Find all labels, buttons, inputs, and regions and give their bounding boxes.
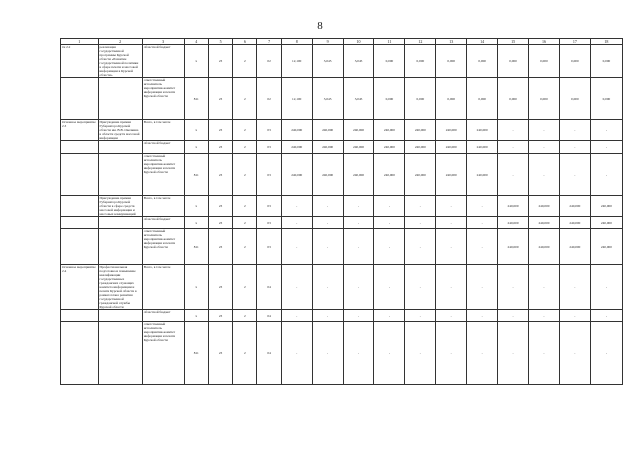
measure-name-cell: реализация государственной программы Курской области «Развитие государственной политики в сфере печати и массовой информации в Курской области» (98, 45, 142, 78)
value-cell: - (529, 322, 560, 385)
value-cell: 240,000 (343, 120, 374, 141)
funding-source-cell: областной бюджет (142, 141, 184, 154)
value-cell: 3,045 (343, 78, 374, 120)
value-cell: 240,000 (405, 141, 436, 154)
value-cell: 03 (257, 196, 281, 217)
value-cell: х (184, 217, 208, 229)
header-cell: 10 (343, 39, 374, 45)
measure-number-cell (61, 229, 99, 265)
value-cell: 240,000 (590, 196, 622, 217)
value-cell: 240,000 (281, 154, 312, 196)
value-cell: - (343, 217, 374, 229)
measure-name-cell: Присуждение премии Губернатора Курской области в сфере средств массовой информации и массовых коммуникаций (98, 196, 142, 217)
value-cell: - (436, 310, 467, 322)
header-cell: 13 (436, 39, 467, 45)
value-cell: 240,000 (467, 120, 498, 141)
value-cell: 04 (257, 322, 281, 385)
value-cell: 2 (233, 45, 257, 78)
value-cell: - (436, 217, 467, 229)
value-cell: 240,000 (590, 217, 622, 229)
header-cell: 4 (184, 39, 208, 45)
measure-number-cell (61, 310, 99, 322)
value-cell: - (312, 196, 343, 217)
value-cell: - (312, 229, 343, 265)
value-cell: 240,000 (374, 154, 405, 196)
value-cell: - (590, 310, 622, 322)
value-cell: 23 (208, 217, 232, 229)
value-cell: 240,000 (312, 141, 343, 154)
funding-source-cell: областной бюджет (142, 217, 184, 229)
value-cell: - (281, 217, 312, 229)
value-cell: 240,000 (498, 229, 529, 265)
value-cell: - (529, 310, 560, 322)
value-cell: 240,000 (374, 120, 405, 141)
value-cell: 3,045 (312, 45, 343, 78)
value-cell: - (498, 310, 529, 322)
value-cell: 0,000 (498, 78, 529, 120)
value-cell: 12,100 (281, 78, 312, 120)
value-cell: - (312, 322, 343, 385)
value-cell: - (436, 322, 467, 385)
value-cell: 240,000 (343, 154, 374, 196)
table-row (61, 196, 623, 217)
table-row (61, 141, 623, 154)
value-cell: - (374, 265, 405, 310)
value-cell: х (184, 120, 208, 141)
table-row (61, 120, 623, 141)
funding-source-cell: Всего, в том числе (142, 265, 184, 310)
funding-source-cell: ответственный исполнитель мероприятия-комитет информации и печати Курской области (142, 322, 184, 385)
header-cell: 14 (467, 39, 498, 45)
value-cell: 3,045 (343, 45, 374, 78)
value-cell: - (559, 120, 590, 141)
measure-number-cell (61, 141, 99, 154)
funding-source-cell: областной бюджет (142, 45, 184, 78)
value-cell: - (590, 322, 622, 385)
measure-name-cell (98, 78, 142, 120)
table-row (61, 45, 623, 78)
header-cell: 18 (590, 39, 622, 45)
value-cell: - (559, 310, 590, 322)
value-cell: 02 (257, 78, 281, 120)
value-cell: 0,000 (590, 45, 622, 78)
value-cell: 04 (257, 310, 281, 322)
value-cell: - (281, 322, 312, 385)
measure-number-cell: Основное мероприятие 2.3 (61, 120, 99, 141)
value-cell: 23 (208, 229, 232, 265)
value-cell: - (529, 265, 560, 310)
value-cell: 23 (208, 120, 232, 141)
value-cell: - (467, 196, 498, 217)
value-cell: - (436, 265, 467, 310)
value-cell: - (529, 120, 560, 141)
value-cell: 240,000 (312, 154, 343, 196)
funding-source-cell: ответственный исполнитель мероприятия-комитет информации и печати Курской области (142, 229, 184, 265)
value-cell: - (405, 196, 436, 217)
table-row (61, 229, 623, 265)
value-cell: - (312, 217, 343, 229)
value-cell: 240,000 (498, 196, 529, 217)
value-cell: 2 (233, 229, 257, 265)
value-cell: х (184, 265, 208, 310)
value-cell: 0,000 (467, 78, 498, 120)
table-row (61, 310, 623, 322)
value-cell: 3,045 (312, 78, 343, 120)
value-cell: 240,000 (374, 141, 405, 154)
value-cell: - (343, 322, 374, 385)
table-row (61, 78, 623, 120)
measure-number-cell (61, 154, 99, 196)
measure-name-cell: Профессиональная подготовка и повышение квалификации государственных гражданских служащих комитета информации и печати Курской области в рамках плана развития государственной гражданской службы Курской области (98, 265, 142, 310)
value-cell: - (590, 154, 622, 196)
measure-name-cell: Присуждение премии Губернатора Курской области им. В.В. Овечкина в области средств массовой информации (98, 120, 142, 141)
value-cell: - (529, 141, 560, 154)
value-cell: 03 (257, 120, 281, 141)
value-cell: 0,000 (529, 78, 560, 120)
value-cell: 240,000 (281, 120, 312, 141)
value-cell: 2 (233, 322, 257, 385)
value-cell: - (498, 322, 529, 385)
value-cell: - (467, 265, 498, 310)
value-cell: 2 (233, 265, 257, 310)
value-cell: 240,000 (467, 141, 498, 154)
value-cell: 2 (233, 154, 257, 196)
value-cell: - (405, 322, 436, 385)
value-cell: 23 (208, 78, 232, 120)
value-cell: х (184, 310, 208, 322)
value-cell: 2 (233, 78, 257, 120)
value-cell: 03 (257, 141, 281, 154)
value-cell: - (498, 120, 529, 141)
header-cell: 2 (98, 39, 142, 45)
value-cell: - (374, 229, 405, 265)
funding-source-cell: Всего, в том числе (142, 120, 184, 141)
value-cell: 240,000 (405, 120, 436, 141)
header-cell: 15 (498, 39, 529, 45)
value-cell: 03 (257, 229, 281, 265)
value-cell: - (374, 217, 405, 229)
value-cell: - (467, 322, 498, 385)
value-cell: 240,000 (590, 229, 622, 265)
value-cell: - (559, 154, 590, 196)
value-cell: - (590, 265, 622, 310)
value-cell: - (498, 265, 529, 310)
value-cell: 2 (233, 217, 257, 229)
value-cell: 240,000 (436, 120, 467, 141)
measure-number-cell (61, 322, 99, 385)
header-cell: 9 (312, 39, 343, 45)
value-cell: - (405, 229, 436, 265)
measure-number-cell (61, 78, 99, 120)
value-cell: 0,000 (529, 45, 560, 78)
value-cell: 240,000 (467, 154, 498, 196)
value-cell: 240,000 (281, 141, 312, 154)
value-cell: - (281, 196, 312, 217)
header-cell: 5 (208, 39, 232, 45)
value-cell: 23 (208, 196, 232, 217)
table-body (61, 45, 623, 385)
value-cell: - (467, 217, 498, 229)
value-cell: 2 (233, 120, 257, 141)
value-cell: 2 (233, 196, 257, 217)
value-cell: - (281, 229, 312, 265)
table-row (61, 265, 623, 310)
value-cell: - (498, 141, 529, 154)
funding-source-cell: ответственный исполнитель мероприятия-комитет информации и печати Курской области (142, 154, 184, 196)
funding-source-cell: областной бюджет (142, 310, 184, 322)
value-cell: 0,000 (436, 78, 467, 120)
value-cell: - (281, 265, 312, 310)
value-cell: х (184, 45, 208, 78)
value-cell: 240,000 (498, 217, 529, 229)
value-cell: - (498, 154, 529, 196)
value-cell: - (343, 310, 374, 322)
value-cell: 02 (257, 45, 281, 78)
value-cell: - (436, 196, 467, 217)
value-cell: - (529, 154, 560, 196)
measure-number-cell: Основное мероприятие 2.4 (61, 265, 99, 310)
value-cell: 12,100 (281, 45, 312, 78)
value-cell: - (281, 310, 312, 322)
table-row (61, 154, 623, 196)
value-cell: 2 (233, 310, 257, 322)
value-cell: 03 (257, 217, 281, 229)
value-cell: 0,000 (374, 45, 405, 78)
value-cell: 0,000 (374, 78, 405, 120)
value-cell: 240,000 (559, 229, 590, 265)
value-cell: - (559, 141, 590, 154)
funding-source-cell: ответственный исполнитель мероприятия-комитет информации и печати Курской области (142, 78, 184, 120)
value-cell: 23 (208, 154, 232, 196)
value-cell: - (343, 196, 374, 217)
header-cell: 11 (374, 39, 405, 45)
measure-name-cell (98, 154, 142, 196)
value-cell: 811 (184, 154, 208, 196)
value-cell: 0,000 (559, 45, 590, 78)
value-cell: 23 (208, 322, 232, 385)
value-cell: 240,000 (529, 217, 560, 229)
value-cell: - (405, 310, 436, 322)
measure-number-cell (61, 217, 99, 229)
funding-source-cell: Всего, в том числе (142, 196, 184, 217)
value-cell: 2 (233, 141, 257, 154)
header-cell: 8 (281, 39, 312, 45)
page-number: 8 (317, 20, 323, 32)
measure-number-cell (61, 196, 99, 217)
value-cell: 23 (208, 141, 232, 154)
value-cell: 240,000 (559, 196, 590, 217)
header-cell: 6 (233, 39, 257, 45)
value-cell: - (374, 310, 405, 322)
value-cell: 0,000 (467, 45, 498, 78)
table-row (61, 322, 623, 385)
value-cell: 23 (208, 310, 232, 322)
value-cell: - (467, 310, 498, 322)
budget-table (60, 38, 623, 385)
value-cell: 240,000 (343, 141, 374, 154)
value-cell: 240,000 (312, 120, 343, 141)
value-cell: - (343, 265, 374, 310)
measure-number-cell: ти 2.2 (61, 45, 99, 78)
value-cell: 240,000 (529, 229, 560, 265)
value-cell: 240,000 (436, 141, 467, 154)
value-cell: - (312, 310, 343, 322)
value-cell: - (590, 141, 622, 154)
value-cell: 23 (208, 265, 232, 310)
value-cell: - (374, 322, 405, 385)
value-cell: - (590, 120, 622, 141)
value-cell: 0,000 (590, 78, 622, 120)
value-cell: - (436, 229, 467, 265)
value-cell: 240,000 (559, 217, 590, 229)
value-cell: - (559, 322, 590, 385)
measure-name-cell (98, 217, 142, 229)
value-cell: 0,000 (436, 45, 467, 78)
value-cell: 240,000 (436, 154, 467, 196)
measure-name-cell (98, 322, 142, 385)
value-cell: 0,000 (498, 45, 529, 78)
value-cell: 240,000 (529, 196, 560, 217)
value-cell: 0,000 (405, 78, 436, 120)
measure-name-cell (98, 229, 142, 265)
value-cell: 240,000 (405, 154, 436, 196)
table-row (61, 217, 623, 229)
value-cell: - (467, 229, 498, 265)
value-cell: 811 (184, 322, 208, 385)
value-cell: - (405, 265, 436, 310)
value-cell: 0,000 (559, 78, 590, 120)
measure-name-cell (98, 141, 142, 154)
value-cell: - (405, 217, 436, 229)
header-cell: 3 (142, 39, 184, 45)
header-cell: 16 (529, 39, 560, 45)
value-cell: 23 (208, 45, 232, 78)
value-cell: - (559, 265, 590, 310)
value-cell: 04 (257, 265, 281, 310)
value-cell: - (312, 265, 343, 310)
header-cell: 7 (257, 39, 281, 45)
header-cell: 1 (61, 39, 99, 45)
value-cell: х (184, 141, 208, 154)
header-cell: 12 (405, 39, 436, 45)
value-cell: 0,000 (405, 45, 436, 78)
value-cell: 03 (257, 154, 281, 196)
value-cell: - (343, 229, 374, 265)
value-cell: - (374, 196, 405, 217)
value-cell: 811 (184, 229, 208, 265)
value-cell: х (184, 196, 208, 217)
header-cell: 17 (559, 39, 590, 45)
value-cell: 811 (184, 78, 208, 120)
measure-name-cell (98, 310, 142, 322)
